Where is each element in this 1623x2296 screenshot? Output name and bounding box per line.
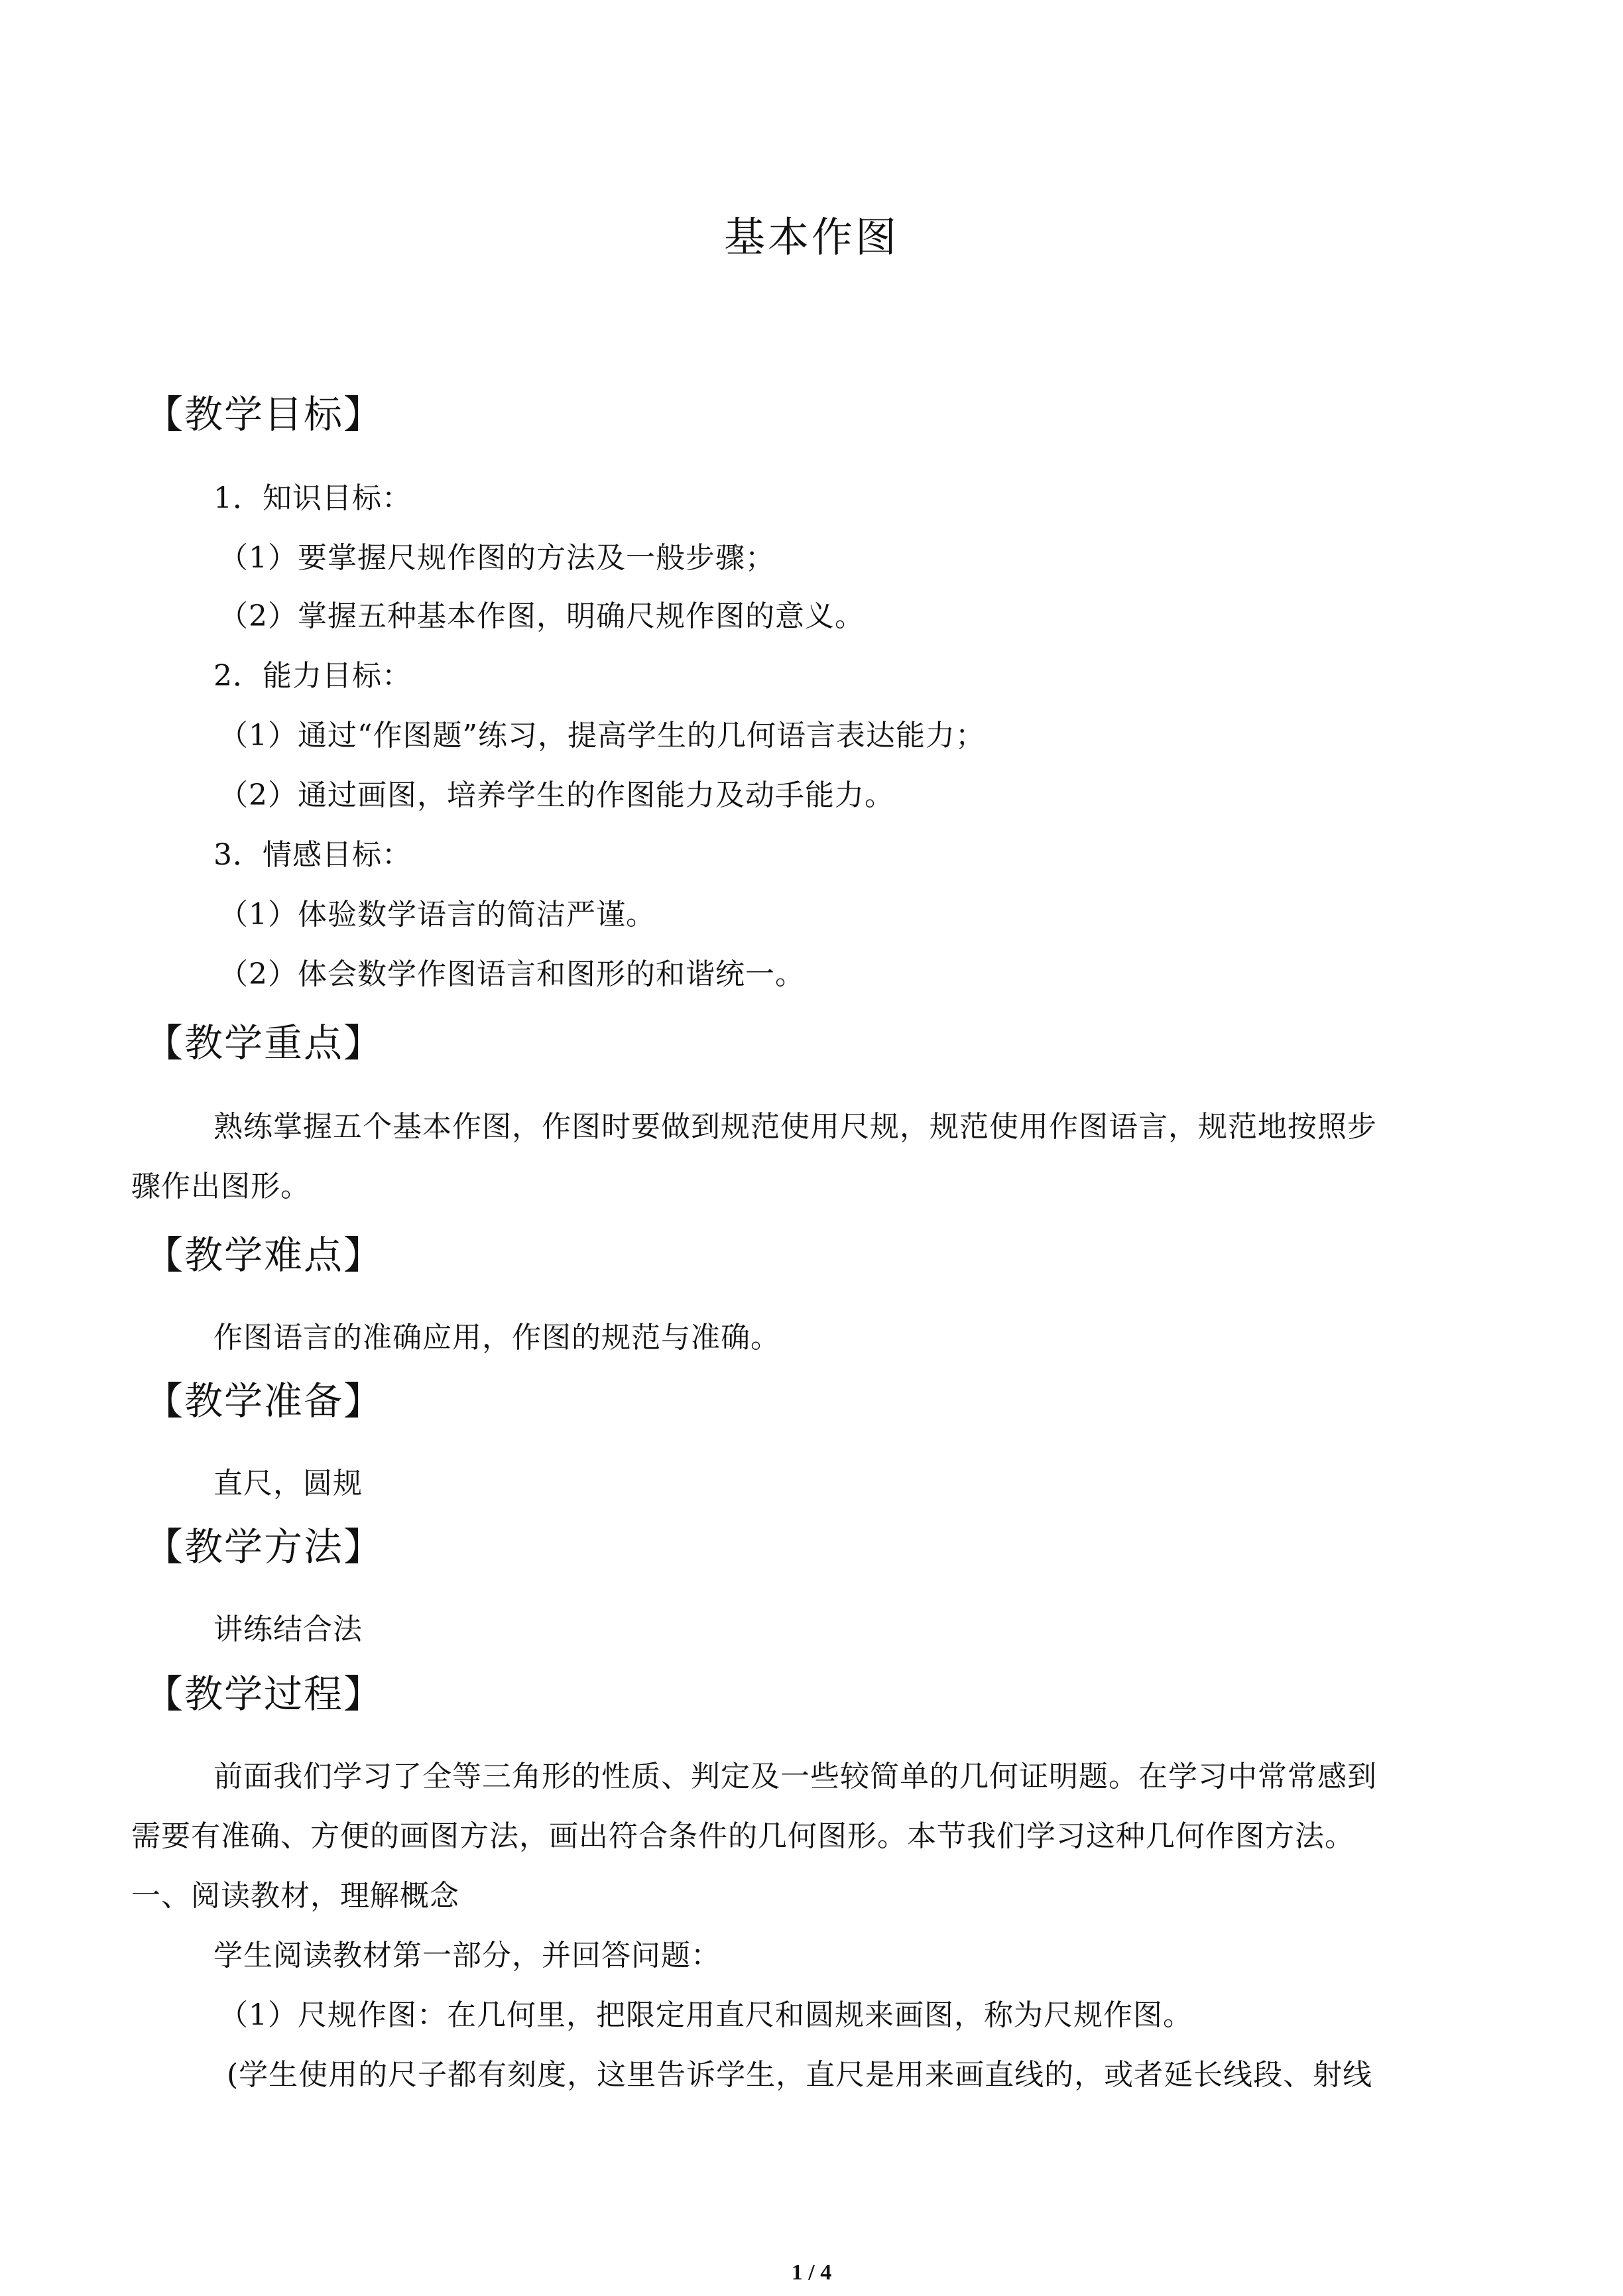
objective-line: 1．知识目标：: [213, 481, 412, 515]
process-line: 需要有准确、方便的画图方法，画出符合条件的几何图形。本节我们学习这种几何作图方法。: [131, 1819, 1354, 1853]
process-subheading: 一、阅读教材，理解概念: [131, 1879, 459, 1913]
objective-line: （1）通过“作图题”练习，提高学生的几何语言表达能力；: [219, 719, 985, 753]
objective-line: （2）通过画图，培养学生的作图能力及动手能力。: [219, 778, 894, 812]
objective-line: 2．能力目标：: [213, 659, 412, 693]
process-line: （1）尺规作图：在几何里，把限定用直尺和圆规来画图，称为尺规作图。: [219, 1998, 1193, 2032]
page-number: 1 / 4: [791, 2260, 832, 2285]
key-points-line: 熟练掌握五个基本作图，作图时要做到规范使用尺规，规范使用作图语言，规范地按照步: [213, 1110, 1377, 1144]
key-points-line: 骤作出图形。: [131, 1170, 310, 1203]
heading-objectives: 【教学目标】: [145, 392, 384, 437]
heading-process: 【教学过程】: [145, 1671, 384, 1717]
objective-line: （1）体验数学语言的简洁严谨。: [219, 898, 656, 932]
process-line: 学生阅读教材第一部分，并回答问题：: [213, 1939, 721, 1972]
process-line: (学生使用的尺子都有刻度，这里告诉学生，直尺是用来画直线的，或者延长线段、射线: [227, 2058, 1373, 2092]
heading-key-points: 【教学重点】: [145, 1020, 384, 1065]
heading-difficulties: 【教学难点】: [145, 1233, 384, 1278]
objective-line: （2）体会数学作图语言和图形的和谐统一。: [219, 957, 805, 991]
difficulties-text: 作图语言的准确应用，作图的规范与准确。: [213, 1321, 780, 1355]
methods-text: 讲练结合法: [213, 1612, 363, 1646]
heading-preparation: 【教学准备】: [145, 1378, 384, 1423]
heading-methods: 【教学方法】: [145, 1524, 384, 1569]
objective-line: 3．情感目标：: [213, 838, 412, 872]
objective-line: （2）掌握五种基本作图，明确尺规作图的意义。: [219, 599, 865, 633]
process-line: 前面我们学习了全等三角形的性质、判定及一些较简单的几何证明题。在学习中常常感到: [213, 1760, 1377, 1793]
preparation-text: 直尺，圆规: [213, 1467, 363, 1500]
page-title: 基本作图: [723, 213, 899, 261]
objective-line: （1）要掌握尺规作图的方法及一般步骤；: [219, 541, 775, 575]
